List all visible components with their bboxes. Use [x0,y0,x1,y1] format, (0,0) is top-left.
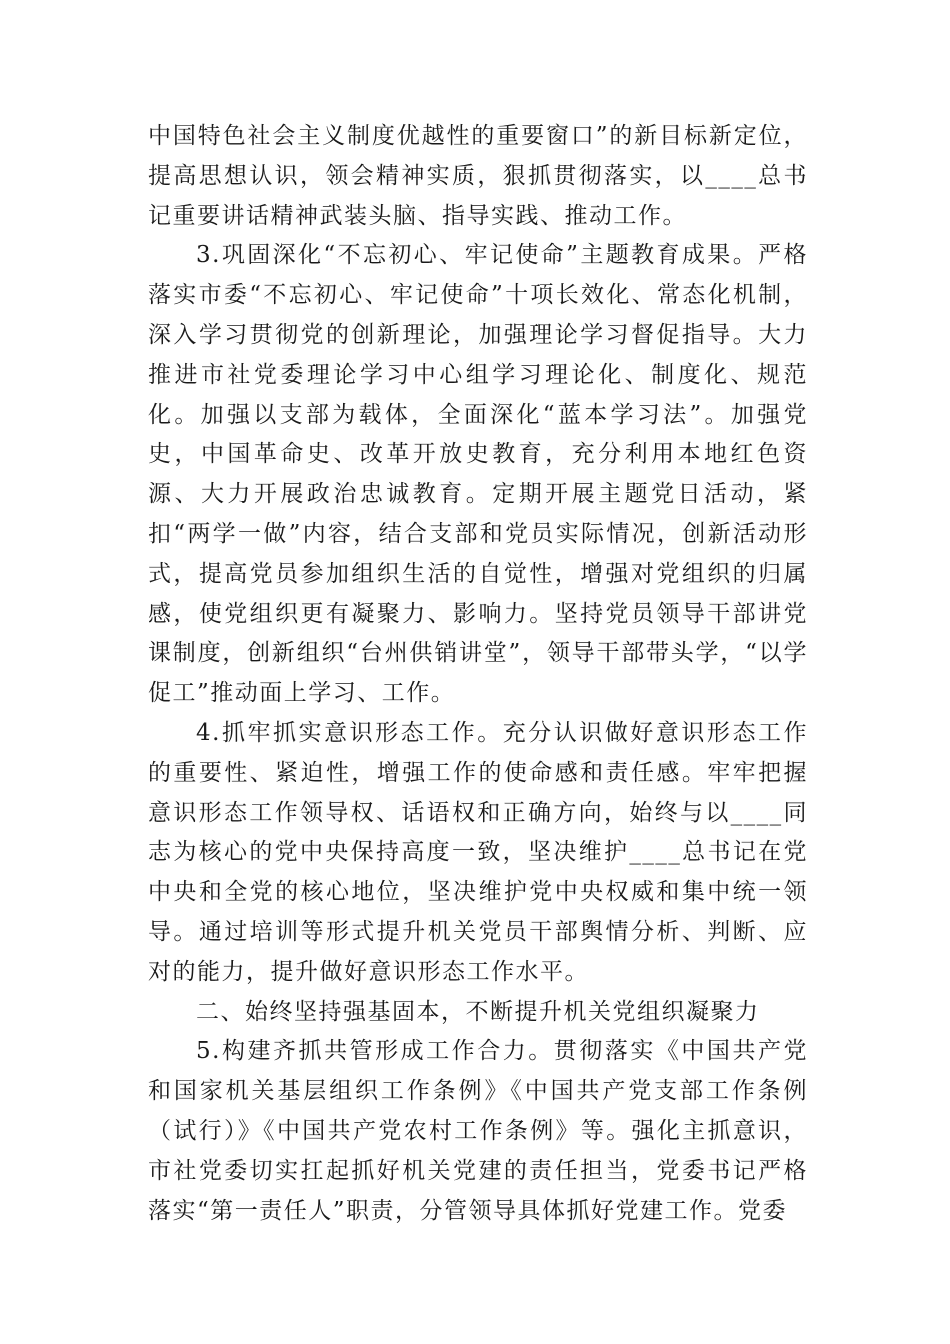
paragraph-item-3: 3.巩固深化“不忘初心、牢记使命”主题教育成果。严格落实市委“不忘初心、牢记使命”十项长效化、常态化机制，深入学习贯彻党的创新理论，加强理论学习督促指导。大力推进市社党委理论学习中心组学习理论化、制度化、规范化。加强以支部为载体，全面深化“蓝本学习法”。加强党史，中国革命史、改革开放史教育，充分利用本地红色资源、大力开展政治忠诚教育。定期开展主题党日活动，紧扣“两学一做”内容，结合支部和党员实际情况，创新活动形式，提高党员参加组织生活的自觉性，增强对党组织的归属感，使党组织更有凝聚力、影响力。坚持党员领导干部讲党课制度，创新组织“台州供销讲堂”，领导干部带头学，“以学促工”推动面上学习、工作。 [148,242,808,707]
section-heading-2: 二、始终坚持强基固本，不断提升机关党组织凝聚力 [196,998,760,1025]
paragraph-continuation: 中国特色社会主义制度优越性的重要窗口”的新目标新定位，提高思想认识，领会精神实质，狠抓贯彻落实，以____总书记重要讲话精神武装头脑、指导实践、推动工作。 [148,123,808,229]
paragraph-item-5: 5.构建齐抓共管形成工作合力。贯彻落实《中国共产党和国家机关基层组织工作条例》《中国共产党支部工作条例（试行）》《中国共产党农村工作条例》等。强化主抓意识，市社党委切实扛起抓好机关党建的责任担当，党委书记严格落实“第一责任人”职责，分管领导具体抓好党建工作。党委 [148,1038,808,1224]
paragraph-item-4: 4.抓牢抓实意识形态工作。充分认识做好意识形态工作的重要性、紧迫性，增强工作的使命感和责任感。牢牢把握意识形态工作领导权、话语权和正确方向，始终与以____同志为核心的党中央保持高度一致，坚决维护____总书记在党中央和全党的核心地位，坚决维护党中央权威和集中统一领导。通过培训等形式提升机关党员干部舆情分析、判断、应对的能力，提升做好意识形态工作水平。 [148,719,808,985]
document-page [148,117,808,1231]
